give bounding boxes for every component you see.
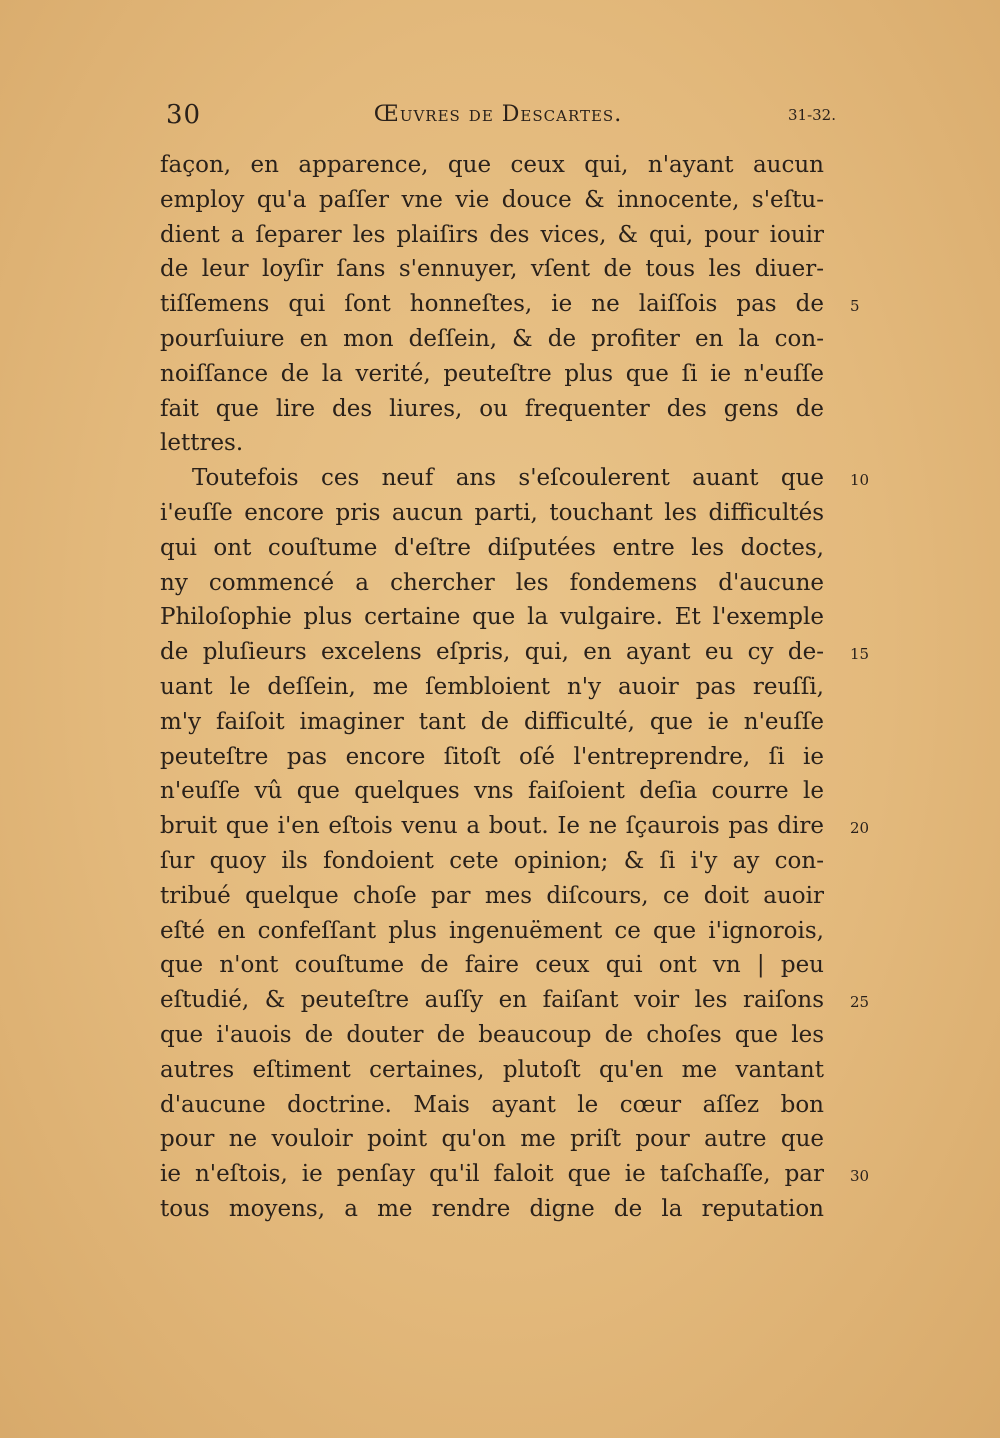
text-line: dient a ſeparer les plaiſirs des vices, & qui, pour iouir <box>160 221 824 248</box>
text-line: tous moyens, a me rendre digne de la reputation <box>160 1195 824 1222</box>
text-line: qui ont couſtume d'eſtre diſputées entre les doctes, <box>160 534 824 561</box>
text-line: ie n'eſtois, ie penſay qu'il faloit que ie taſchaſſe, par <box>160 1161 824 1188</box>
text-line: pour ne vouloir point qu'on me priſt pour autre que <box>160 1126 824 1153</box>
text-line: de pluſieurs excelens eſpris, qui, en ayant eu cy de- <box>160 639 824 666</box>
text-line: d'aucune doctrine. Mais ayant le cœur aſſez bon <box>160 1091 824 1118</box>
margin-line-number: 15 <box>850 645 870 663</box>
text-line: tiſſemens qui ſont honneſtes, ie ne laiſſois pas de <box>160 291 824 318</box>
margin-line-number: 5 <box>850 297 860 315</box>
book-title: Œuvres de Descartes. <box>373 102 623 127</box>
text-line: Philoſophie plus certaine que la vulgaire. Et l'exemple <box>160 604 824 631</box>
text-line: eſté en confeſſant plus ingenuëment ce que i'ignorois, <box>160 917 824 944</box>
margin-line-number: 20 <box>850 819 870 837</box>
text-line: eſtudié, & peuteſtre auſſy en faiſant voir les raiſons <box>160 987 824 1014</box>
text-line: m'y faiſoit imaginer tant de difficulté, que ie n'euſſe <box>160 708 824 735</box>
text-line: noiſſance de la verité, peuteſtre plus que ſi ie n'euſſe <box>160 360 824 387</box>
text-line: ſur quoy ils fondoient cete opinion; & ſi i'y ay con- <box>160 847 824 874</box>
text-line: fait que lire des liures, ou frequenter des gens de <box>160 395 824 422</box>
page-reference: 31-32. <box>787 106 836 124</box>
text-line: façon, en apparence, que ceux qui, n'ayant aucun <box>160 152 824 178</box>
running-head <box>160 100 836 136</box>
page-number: 30 <box>166 100 202 130</box>
text-line: de leur loyſir ſans s'ennuyer, vſent de tous les diuer- <box>160 256 824 283</box>
text-line: uant le deſſein, me ſembloient n'y auoir pas reuſſi, <box>160 673 824 700</box>
text-line: ny commencé a chercher les fondemens d'aucune <box>160 569 824 596</box>
text-line: lettres. <box>160 430 244 457</box>
text-line: i'euſſe encore pris aucun parti, touchant les difficultés <box>160 499 824 526</box>
margin-line-number: 10 <box>850 471 870 489</box>
text-line: Toutefois ces neuf ans s'eſcoulerent auant que <box>192 465 824 492</box>
text-line: n'euſſe vû que quelques vns faiſoient deſia courre le <box>160 778 824 805</box>
text-line: employ qu'a paſſer vne vie douce & innocente, s'eſtu- <box>160 186 824 213</box>
margin-line-number: 30 <box>850 1167 870 1185</box>
text-line: peuteſtre pas encore ſitoſt oſé l'entreprendre, ſi ie <box>160 743 824 770</box>
text-line: autres eſtiment certaines, plutoſt qu'en me vantant <box>160 1056 824 1083</box>
text-line: que n'ont couſtume de faire ceux qui ont vn | peu <box>160 952 824 979</box>
text-line: bruit que i'en eſtois venu a bout. Ie ne ſçaurois pas dire <box>160 813 824 840</box>
text-line: que i'auois de douter de beaucoup de choſes que les <box>160 1021 824 1048</box>
text-line: tribué quelque choſe par mes diſcours, ce doit auoir <box>160 882 824 909</box>
margin-line-number: 25 <box>850 993 870 1011</box>
body-text <box>160 148 824 1227</box>
text-line: pourſuiure en mon deſſein, & de profiter en la con- <box>160 325 824 352</box>
